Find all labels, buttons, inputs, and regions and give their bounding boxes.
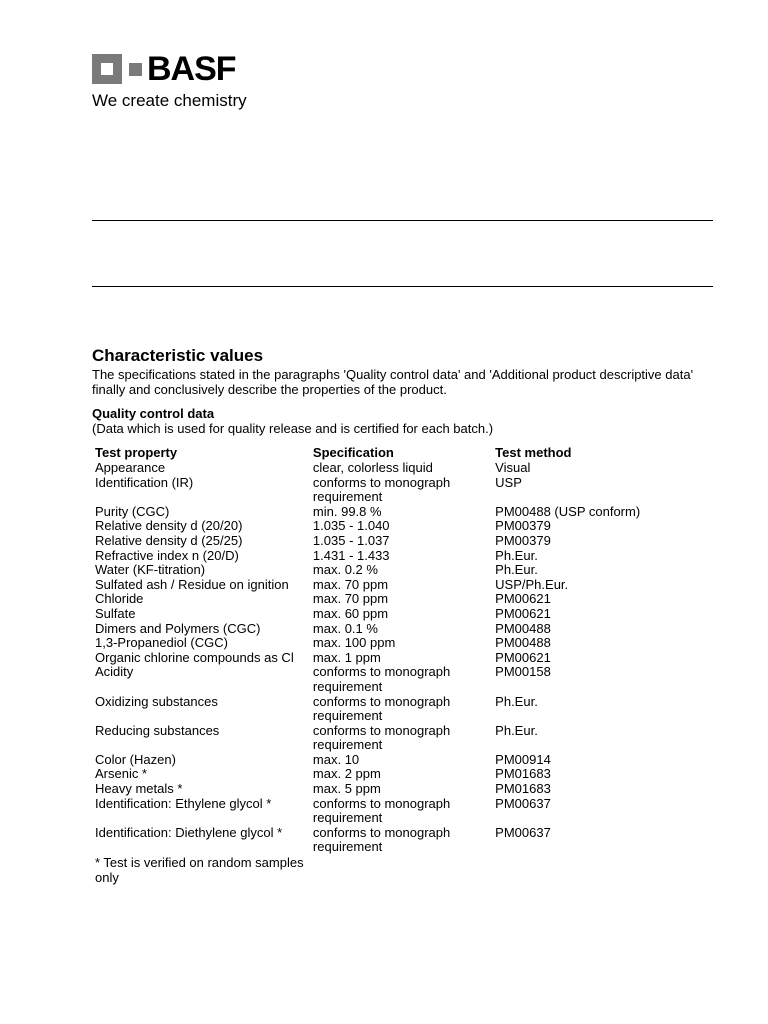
logo-outline-square-icon xyxy=(92,54,122,84)
cell-specification: 1.431 - 1.433 xyxy=(312,547,390,563)
table-row xyxy=(92,622,722,637)
table-row xyxy=(92,476,722,505)
cell-property: Appearance xyxy=(95,460,166,475)
cell-property: Dimers and Polymers (CGC) xyxy=(95,620,261,636)
table-row xyxy=(92,767,722,782)
table-row xyxy=(92,753,722,768)
cell-specification: max. 1 ppm xyxy=(312,649,381,665)
table-row xyxy=(92,782,722,797)
cell-method: PM01683 xyxy=(495,766,551,782)
cell-property: Sulfate xyxy=(95,605,136,621)
table-row xyxy=(92,797,722,826)
table-row xyxy=(92,461,722,476)
cell-method: PM00621 xyxy=(495,649,551,665)
cell-method: PM00158 xyxy=(495,664,551,680)
cell-specification: max. 5 ppm xyxy=(312,781,381,797)
table-row xyxy=(92,549,722,564)
cell-specification: max. 0.1 % xyxy=(312,620,378,636)
cell-specification: max. 70 ppm xyxy=(312,591,389,607)
cell-property: Water (KF-titration) xyxy=(95,562,206,578)
cell-method: USP xyxy=(495,474,522,490)
cell-property: Purity (CGC) xyxy=(95,503,170,519)
cell-property: Arsenic * xyxy=(95,766,148,782)
table-row xyxy=(92,724,722,753)
table-row xyxy=(92,826,722,855)
cell-specification: conforms to monograph requirement xyxy=(312,795,451,826)
cell-specification: max. 70 ppm xyxy=(312,576,389,592)
cell-property: Chloride xyxy=(95,591,144,607)
cell-specification: conforms to monograph requirement xyxy=(312,693,451,724)
table-row xyxy=(92,651,722,666)
cell-specification: conforms to monograph requirement xyxy=(312,722,451,753)
table-body xyxy=(92,461,722,855)
cell-method: USP/Ph.Eur. xyxy=(495,576,569,592)
specification-table xyxy=(92,445,722,855)
table-row xyxy=(92,578,722,593)
cell-property: Identification: Diethylene glycol * xyxy=(95,824,283,840)
cell-property: Reducing substances xyxy=(95,722,220,738)
table-header-row xyxy=(92,445,722,461)
table-row xyxy=(92,695,722,724)
cell-specification: conforms to monograph requirement xyxy=(312,664,451,694)
cell-property: Acidity xyxy=(95,664,134,680)
cell-property: Refractive index n (20/D) xyxy=(95,547,239,563)
cell-specification: 1.035 - 1.037 xyxy=(312,532,390,548)
cell-method: PM00379 xyxy=(495,518,551,534)
cell-specification: min. 99.8 % xyxy=(312,503,382,519)
logo-wordmark: BASF xyxy=(147,50,236,88)
cell-property: Relative density d (25/25) xyxy=(95,532,243,548)
cell-method: PM00621 xyxy=(495,591,551,607)
cell-property: Identification: Ethylene glycol * xyxy=(95,795,272,811)
cell-method: PM00637 xyxy=(495,824,551,840)
cell-specification: 1.035 - 1.040 xyxy=(312,518,390,534)
table-row xyxy=(92,665,722,694)
cell-property: Relative density d (20/20) xyxy=(95,518,243,534)
column-header-specification: Specification xyxy=(312,445,394,460)
cell-specification: max. 10 xyxy=(312,751,360,767)
quality-control-subheading: (Data which is used for quality release and is certified for each batch.) xyxy=(92,421,494,436)
cell-property: Sulfated ash / Residue on ignition xyxy=(95,576,289,592)
column-header-property: Test property xyxy=(95,445,178,460)
cell-specification: clear, colorless liquid xyxy=(312,460,433,475)
table-row xyxy=(92,505,722,520)
cell-method: PM00379 xyxy=(495,532,551,548)
table-row xyxy=(92,534,722,549)
cell-specification: max. 60 ppm xyxy=(312,605,389,621)
cell-method: PM01683 xyxy=(495,781,551,797)
section-intro: The specifications stated in the paragraphs 'Quality control data' and 'Additional product descriptive data' finally and conclusively describe the properties of the product. xyxy=(92,367,694,397)
table-row xyxy=(92,563,722,578)
column-header-method: Test method xyxy=(495,445,572,460)
cell-property: Color (Hazen) xyxy=(95,751,176,767)
cell-method: PM00488 xyxy=(495,620,551,636)
tagline: We create chemistry xyxy=(92,91,247,110)
footnote: * Test is verified on random samples only xyxy=(95,855,304,885)
quality-control-heading: Quality control data xyxy=(92,406,215,421)
cell-method: PM00914 xyxy=(495,751,551,767)
cell-specification: conforms to monograph requirement xyxy=(312,474,451,505)
divider-line xyxy=(92,286,713,287)
cell-specification: conforms to monograph requirement xyxy=(312,824,451,855)
cell-specification: max. 2 ppm xyxy=(312,766,381,782)
cell-method: Ph.Eur. xyxy=(495,693,538,709)
cell-method: Ph.Eur. xyxy=(495,547,538,563)
cell-method: PM00488 xyxy=(495,635,551,651)
table-row xyxy=(92,519,722,534)
cell-property: Oxidizing substances xyxy=(95,693,218,709)
cell-method: PM00621 xyxy=(495,605,551,621)
cell-method: PM00488 (USP conform) xyxy=(495,503,641,519)
table-row xyxy=(92,607,722,622)
divider-line xyxy=(92,220,713,221)
cell-method: Ph.Eur. xyxy=(495,562,538,578)
table-row xyxy=(92,592,722,607)
cell-property: Organic chlorine compounds as Cl xyxy=(95,649,294,665)
logo-solid-square-icon xyxy=(129,63,142,76)
cell-method: Ph.Eur. xyxy=(495,722,538,738)
cell-specification: max. 100 ppm xyxy=(312,635,396,651)
table-row xyxy=(92,636,722,651)
cell-method: Visual xyxy=(495,460,531,475)
section-title: Characteristic values xyxy=(92,346,264,365)
cell-specification: max. 0.2 % xyxy=(312,562,378,578)
basf-logo xyxy=(92,50,236,88)
cell-method: PM00637 xyxy=(495,795,551,811)
cell-property: 1,3-Propanediol (CGC) xyxy=(95,635,228,651)
cell-property: Identification (IR) xyxy=(95,474,194,490)
cell-property: Heavy metals * xyxy=(95,781,183,797)
